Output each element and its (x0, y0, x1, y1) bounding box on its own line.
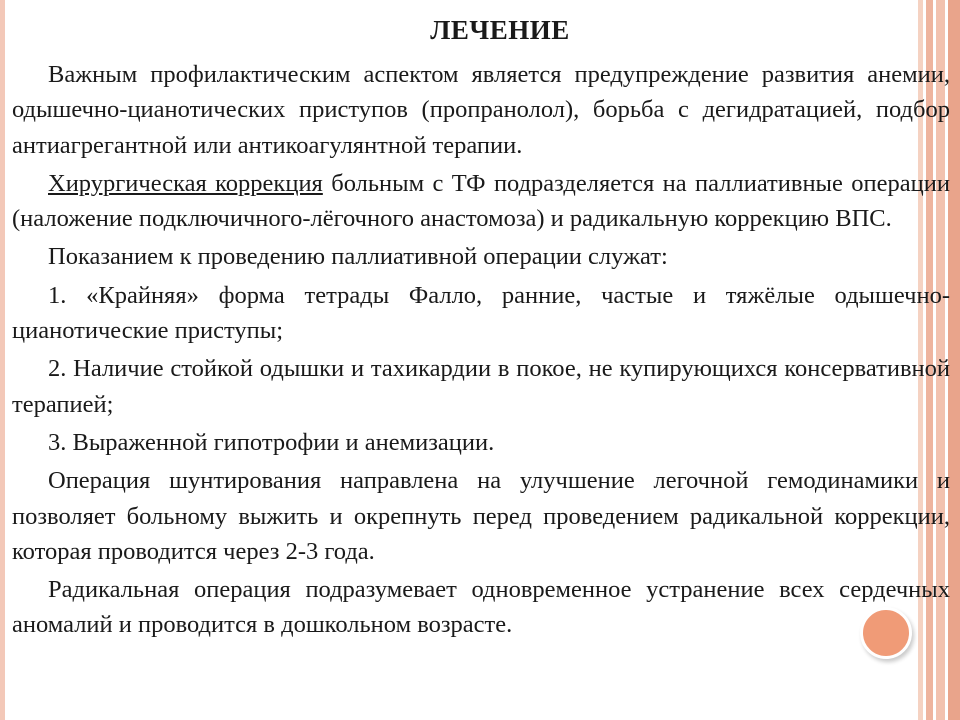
underlined-term: Хирургическая коррекция (48, 169, 323, 197)
decorative-circle (860, 607, 912, 659)
list-item-3: 3. Выраженной гипотрофии и анемизации. (48, 428, 495, 456)
paragraph-indications: Показанием к проведению паллиативной операции служат: (48, 243, 668, 271)
left-decorative-border (0, 0, 5, 720)
list-item-2: 2. Наличие стойкой одышки и тахикардии в покое, не купирующихся консервативной терапией; (12, 355, 950, 418)
slide-body (12, 57, 950, 646)
paragraph-radical-operation: Радикальная операция подразумевает одновременное устранение всех сердечных аномалий и проводится в дошкольном возрасте. (12, 576, 950, 639)
paragraph-prevention: Важным профилактическим аспектом является предупреждение развития анемии, одышечно-цианотических приступов (пропранолол), борьба с дегидратацией, подбор антиагрегантной или антикоагулянтной терапии. (12, 61, 950, 159)
paragraph-surgical-correction (12, 166, 950, 237)
slide-title: ЛЕЧЕНИЕ (430, 15, 570, 45)
paragraph-shunt-operation: Операция шунтирования направлена на улучшение легочной гемодинамики и позволяет больному выжить и окрепнуть перед проведением радикальной коррекции, которая проводится через 2-3 года. (12, 467, 950, 565)
list-item-1: 1. «Крайняя» форма тетрады Фалло, ранние, частые и тяжёлые одышечно-цианотические приступы; (12, 281, 950, 345)
paragraph-text: больным с ТФ подразделяется на паллиативные операции (наложение подключичного-лёгочного анастомоза) и радикальную коррекцию ВПС. (12, 169, 950, 233)
